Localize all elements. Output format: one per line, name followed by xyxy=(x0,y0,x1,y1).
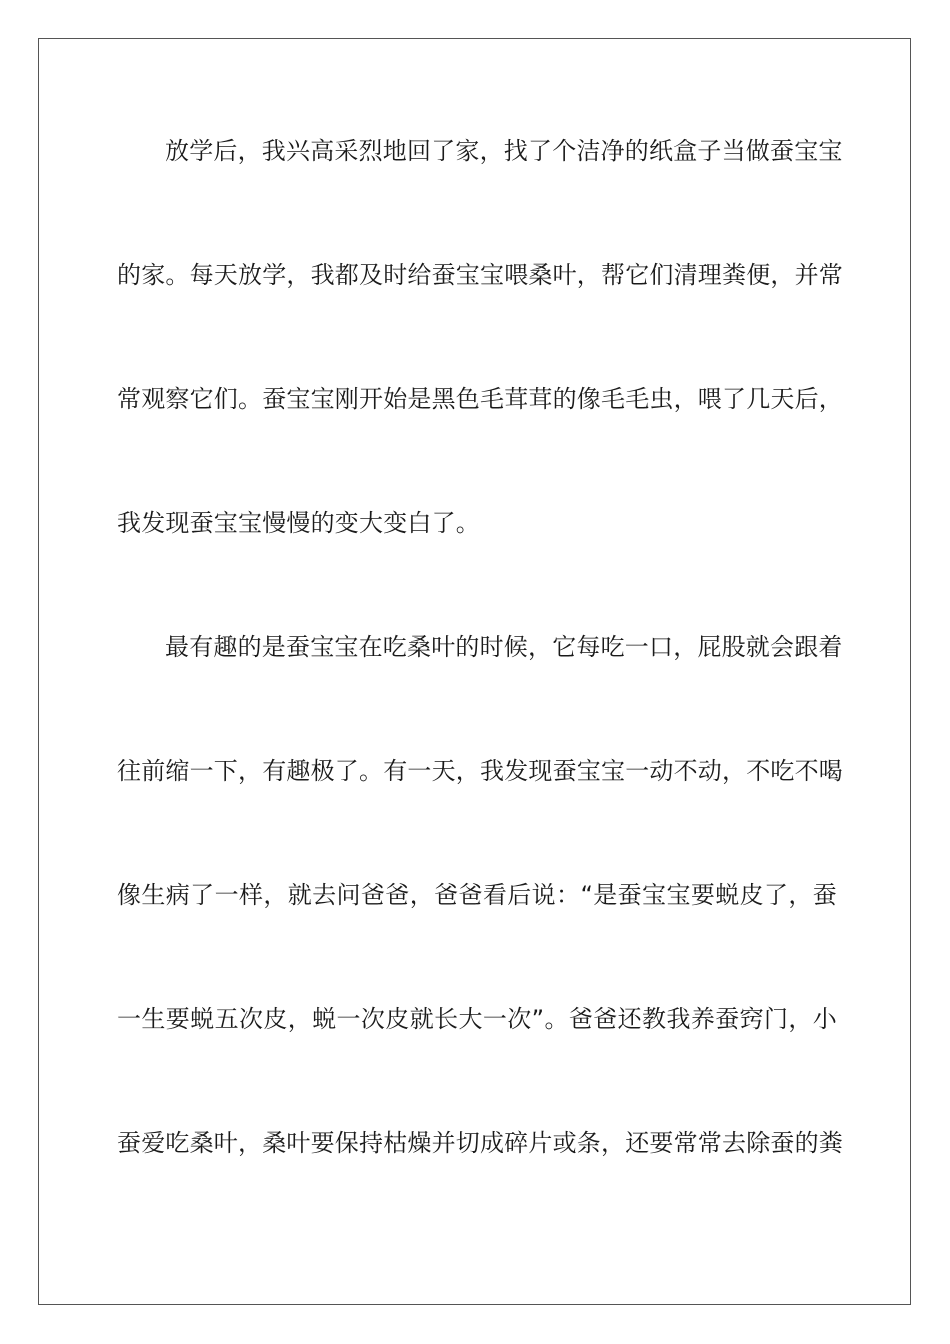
paragraph-1-line-4: 我发现蚕宝宝慢慢的变大变白了。 xyxy=(117,509,480,537)
paragraph-1-line-2: 的家。每天放学，我都及时给蚕宝宝喂桑叶，帮它们清理粪便，并常 xyxy=(117,261,843,289)
paragraph-2-line-5: 蚕爱吃桑叶，桑叶要保持枯燥并切成碎片或条，还要常常去除蚕的粪 xyxy=(117,1129,843,1157)
paragraph-2-line-4: 一生要蜕五次皮，蜕一次皮就长大一次”。爸爸还教我养蚕窍门，小 xyxy=(117,1005,837,1033)
paragraph-1-line-3: 常观察它们。蚕宝宝刚开始是黑色毛茸茸的像毛毛虫，喂了几天后， xyxy=(117,385,843,413)
paragraph-2-line-3: 像生病了一样，就去问爸爸，爸爸看后说：“是蚕宝宝要蜕皮了，蚕 xyxy=(117,881,837,909)
paragraph-1-line-1: 放学后，我兴高采烈地回了家，找了个洁净的纸盒子当做蚕宝宝 xyxy=(165,137,843,165)
paragraph-2-line-1: 最有趣的是蚕宝宝在吃桑叶的时候，它每吃一口，屁股就会跟着 xyxy=(165,633,843,661)
paragraph-2-line-2: 往前缩一下，有趣极了。有一天，我发现蚕宝宝一动不动，不吃不喝 xyxy=(117,757,843,785)
page-border xyxy=(38,38,911,1305)
